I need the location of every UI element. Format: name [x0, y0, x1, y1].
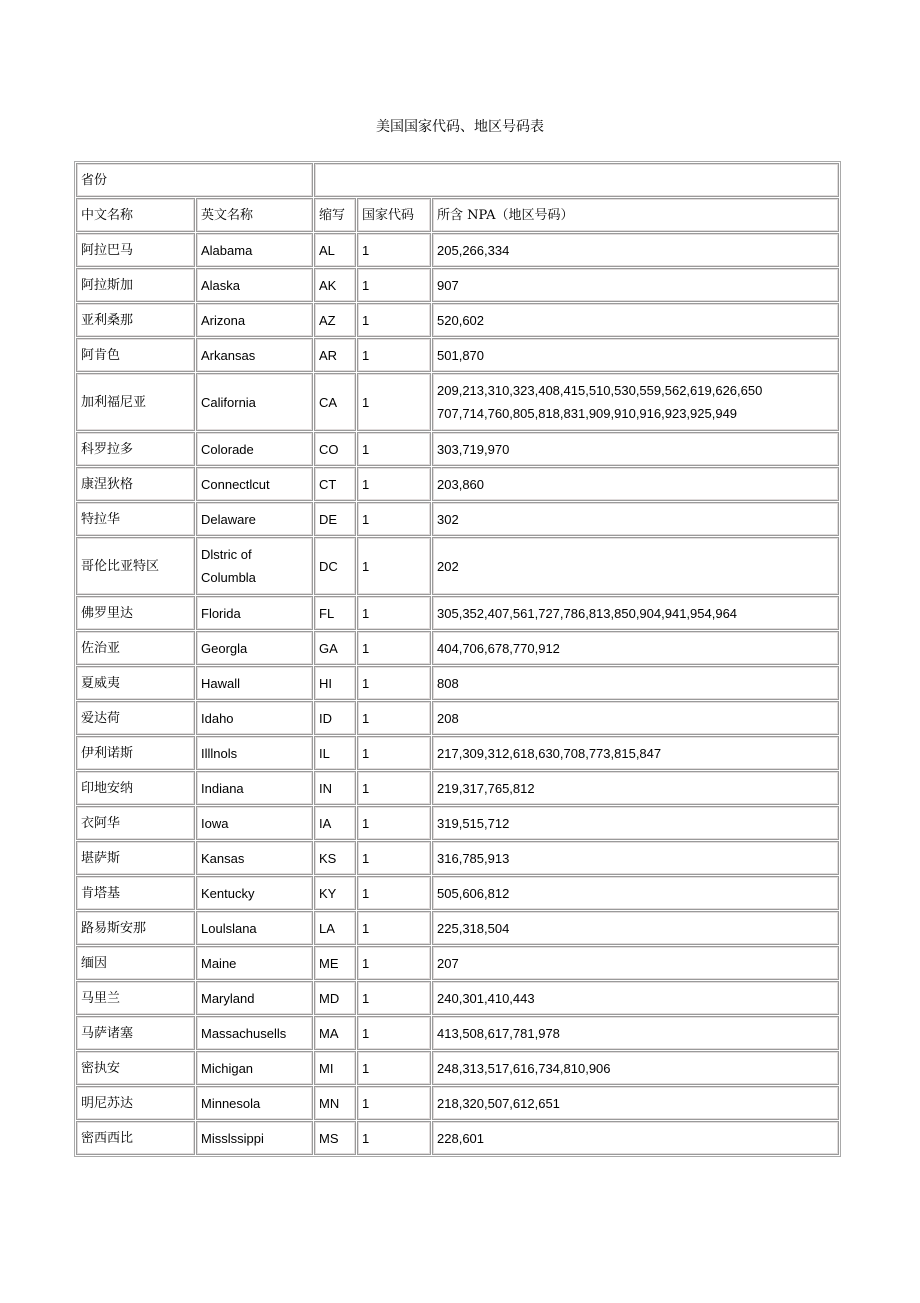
country-code-cell	[357, 537, 431, 595]
english-name-cell-line: Indiana	[201, 780, 244, 796]
english-name-cell-line: Massachusells	[201, 1025, 287, 1041]
npa-cell-line: 707,714,760,805,818,831,909,910,916,923,925,949	[437, 406, 738, 421]
abbr-cell	[314, 946, 356, 980]
abbr-cell-line: AK	[319, 277, 337, 293]
npa-cell	[432, 701, 839, 735]
npa-cell	[432, 876, 839, 910]
abbr-cell	[314, 373, 356, 431]
npa-cell	[432, 806, 839, 840]
country-code-cell-line: 1	[362, 675, 370, 691]
abbr-cell	[314, 502, 356, 536]
country-code-cell-line: 1	[362, 955, 370, 971]
country-code-cell-line: 1	[362, 640, 370, 656]
npa-cell	[432, 631, 839, 665]
abbr-cell-line: AZ	[319, 312, 336, 328]
abbr-cell	[314, 467, 356, 501]
abbr-cell-line: KY	[319, 885, 337, 901]
abbr-cell-line: KS	[319, 850, 337, 866]
npa-cell	[432, 1016, 839, 1050]
chinese-name-cell-line: 明尼苏达	[81, 1095, 134, 1111]
english-name-cell-line: Georgla	[201, 640, 248, 656]
npa-cell-line: 808	[437, 675, 459, 691]
npa-cell-line: 413,508,617,781,978	[437, 1025, 560, 1041]
country-code-cell	[357, 338, 431, 372]
npa-cell-line: 302	[437, 511, 459, 527]
chinese-name-cell	[76, 666, 195, 700]
country-code-cell-line: 1	[362, 710, 370, 726]
english-name-cell	[196, 841, 313, 875]
col-header-chinese-name: 中文名称	[76, 198, 195, 232]
abbr-cell-line: AL	[319, 242, 335, 258]
chinese-name-cell	[76, 736, 195, 770]
abbr-cell-line: MA	[319, 1025, 339, 1041]
country-code-cell-line: 1	[362, 476, 370, 492]
chinese-name-cell	[76, 537, 195, 595]
abbr-cell-line: IA	[319, 815, 332, 831]
chinese-name-cell	[76, 1121, 195, 1155]
english-name-cell	[196, 467, 313, 501]
npa-cell	[432, 338, 839, 372]
chinese-name-cell-line: 佐治亚	[81, 640, 121, 656]
english-name-cell	[196, 1121, 313, 1155]
chinese-name-cell-line: 阿肯色	[81, 347, 121, 363]
npa-cell	[432, 736, 839, 770]
npa-cell-line: 217,309,312,618,630,708,773,815,847	[437, 745, 662, 761]
abbr-cell-line: CT	[319, 476, 337, 492]
abbr-cell-line: LA	[319, 920, 335, 936]
chinese-name-cell-line: 哥伦比亚特区	[81, 558, 160, 574]
blank-header-cell	[314, 163, 839, 197]
country-code-cell	[357, 911, 431, 945]
npa-cell	[432, 233, 839, 267]
npa-cell	[432, 1051, 839, 1085]
country-code-cell	[357, 1121, 431, 1155]
chinese-name-cell	[76, 1051, 195, 1085]
chinese-name-cell-line: 夏威夷	[81, 675, 121, 691]
abbr-cell-line: CO	[319, 441, 339, 457]
abbr-cell-line: AR	[319, 347, 338, 363]
npa-cell	[432, 1121, 839, 1155]
npa-cell	[432, 502, 839, 536]
country-code-cell	[357, 1086, 431, 1120]
npa-cell	[432, 373, 839, 431]
abbr-cell	[314, 233, 356, 267]
english-name-cell-line: Kansas	[201, 850, 245, 866]
country-code-cell-line: 1	[362, 815, 370, 831]
abbr-cell-line: MN	[319, 1095, 340, 1111]
table-row	[76, 631, 839, 665]
npa-cell	[432, 981, 839, 1015]
country-code-cell-line: 1	[362, 242, 370, 258]
table-row	[76, 268, 839, 302]
country-code-cell	[357, 432, 431, 466]
abbr-cell-line: HI	[319, 675, 333, 691]
npa-cell-line: 209,213,310,323,408,415,510,530,559,562,619,626,650	[437, 383, 763, 398]
abbr-cell	[314, 806, 356, 840]
english-name-cell	[196, 432, 313, 466]
npa-cell	[432, 1086, 839, 1120]
country-code-cell	[357, 373, 431, 431]
npa-cell-line: 203,860	[437, 476, 485, 492]
abbr-cell	[314, 981, 356, 1015]
english-name-cell-line: Arkansas	[201, 347, 256, 363]
english-name-cell-line: Minnesola	[201, 1095, 261, 1111]
country-code-cell	[357, 268, 431, 302]
english-name-cell	[196, 1051, 313, 1085]
english-name-cell-line: Colorade	[201, 441, 254, 457]
abbr-cell-line: CA	[319, 394, 338, 410]
chinese-name-cell	[76, 631, 195, 665]
english-name-cell	[196, 303, 313, 337]
english-name-cell	[196, 771, 313, 805]
country-code-cell-line: 1	[362, 605, 370, 621]
table-row	[76, 373, 839, 431]
english-name-cell	[196, 666, 313, 700]
table-row	[76, 771, 839, 805]
col-header-npa: 所含 NPA（地区号码）	[432, 198, 839, 232]
chinese-name-cell-line: 阿拉斯加	[81, 277, 134, 293]
chinese-name-cell	[76, 338, 195, 372]
country-code-cell-line: 1	[362, 558, 370, 574]
country-code-cell	[357, 233, 431, 267]
country-code-cell-line: 1	[362, 441, 370, 457]
table-row	[76, 981, 839, 1015]
abbr-cell	[314, 303, 356, 337]
country-code-cell	[357, 946, 431, 980]
abbr-cell	[314, 1121, 356, 1155]
chinese-name-cell-line: 马里兰	[81, 990, 121, 1006]
country-code-cell	[357, 841, 431, 875]
npa-cell	[432, 946, 839, 980]
table-row	[76, 1051, 839, 1085]
abbr-cell-line: ID	[319, 710, 333, 726]
npa-cell	[432, 303, 839, 337]
english-name-cell-line: California	[201, 394, 256, 410]
english-name-cell	[196, 806, 313, 840]
abbr-cell	[314, 841, 356, 875]
npa-cell-line: 404,706,678,770,912	[437, 640, 560, 656]
country-code-cell-line: 1	[362, 920, 370, 936]
abbr-cell	[314, 876, 356, 910]
table-row	[76, 701, 839, 735]
english-name-cell-line: Florida	[201, 605, 241, 621]
chinese-name-cell-line: 印地安纳	[81, 780, 134, 796]
chinese-name-cell-line: 康涅狄格	[81, 476, 134, 492]
country-code-cell-line: 1	[362, 850, 370, 866]
npa-cell	[432, 666, 839, 700]
abbr-cell-line: DC	[319, 558, 338, 574]
country-code-cell-line: 1	[362, 990, 370, 1006]
npa-cell-line: 501,870	[437, 347, 485, 363]
country-code-cell	[357, 502, 431, 536]
chinese-name-cell	[76, 841, 195, 875]
chinese-name-cell	[76, 373, 195, 431]
province-header-row	[76, 163, 839, 197]
col-header-english-name: 英文名称	[196, 198, 313, 232]
npa-cell	[432, 841, 839, 875]
chinese-name-cell-line: 爱达荷	[81, 710, 121, 726]
english-name-cell	[196, 233, 313, 267]
english-name-cell-line: Illlnols	[201, 745, 238, 761]
npa-cell-line: 319,515,712	[437, 815, 510, 831]
col-header-country-code: 国家代码	[357, 198, 431, 232]
abbr-cell	[314, 1016, 356, 1050]
country-code-cell-line: 1	[362, 780, 370, 796]
abbr-cell-line: MI	[319, 1060, 334, 1076]
npa-cell	[432, 596, 839, 630]
english-name-cell	[196, 736, 313, 770]
country-code-cell	[357, 736, 431, 770]
table-row	[76, 1016, 839, 1050]
abbr-cell	[314, 268, 356, 302]
country-code-cell	[357, 1016, 431, 1050]
col-header-abbr: 缩写	[314, 198, 356, 232]
table-row	[76, 338, 839, 372]
npa-cell-line: 303,719,970	[437, 441, 510, 457]
country-code-cell-line: 1	[362, 885, 370, 901]
english-name-cell-line: Dlstric of	[201, 547, 252, 562]
english-name-cell-line: Hawall	[201, 675, 241, 691]
chinese-name-cell	[76, 268, 195, 302]
abbr-cell	[314, 666, 356, 700]
province-header: 省份	[76, 163, 313, 197]
english-name-cell	[196, 981, 313, 1015]
english-name-cell	[196, 537, 313, 595]
country-code-cell	[357, 467, 431, 501]
abbr-cell	[314, 701, 356, 735]
english-name-cell	[196, 911, 313, 945]
npa-cell-line: 205,266,334	[437, 242, 510, 258]
english-name-cell-line: Idaho	[201, 710, 234, 726]
area-code-table	[74, 161, 841, 1157]
chinese-name-cell	[76, 303, 195, 337]
english-name-cell	[196, 596, 313, 630]
abbr-cell	[314, 736, 356, 770]
country-code-cell	[357, 771, 431, 805]
country-code-cell-line: 1	[362, 745, 370, 761]
country-code-cell	[357, 631, 431, 665]
npa-cell	[432, 432, 839, 466]
english-name-cell-line: Arizona	[201, 312, 246, 328]
chinese-name-cell	[76, 1016, 195, 1050]
english-name-cell-line: Alaska	[201, 277, 241, 293]
english-name-cell	[196, 1016, 313, 1050]
english-name-cell-line: Maryland	[201, 990, 255, 1006]
english-name-cell-line: Connectlcut	[201, 476, 270, 492]
document-title: 美国国家代码、地区号码表	[376, 119, 544, 135]
english-name-cell-line: Maine	[201, 955, 237, 971]
country-code-cell-line: 1	[362, 1025, 370, 1041]
table-row	[76, 666, 839, 700]
abbr-cell-line: DE	[319, 511, 338, 527]
country-code-cell	[357, 981, 431, 1015]
npa-cell	[432, 268, 839, 302]
table-row	[76, 537, 839, 595]
country-code-cell-line: 1	[362, 347, 370, 363]
abbr-cell	[314, 911, 356, 945]
abbr-cell	[314, 771, 356, 805]
npa-cell-line: 316,785,913	[437, 850, 510, 866]
npa-cell-line: 219,317,765,812	[437, 780, 535, 796]
table-row	[76, 596, 839, 630]
chinese-name-cell-line: 亚利桑那	[81, 312, 134, 328]
country-code-cell-line: 1	[362, 1060, 370, 1076]
npa-cell	[432, 911, 839, 945]
table-row	[76, 946, 839, 980]
npa-cell-line: 907	[437, 277, 459, 293]
country-code-cell-line: 1	[362, 511, 370, 527]
country-code-cell	[357, 876, 431, 910]
abbr-cell-line: IL	[319, 745, 330, 761]
table-row	[76, 1121, 839, 1155]
abbr-cell-line: IN	[319, 780, 333, 796]
chinese-name-cell	[76, 432, 195, 466]
abbr-cell	[314, 1086, 356, 1120]
chinese-name-cell	[76, 467, 195, 501]
abbr-cell	[314, 432, 356, 466]
chinese-name-cell-line: 伊利诺斯	[81, 745, 134, 761]
country-code-cell	[357, 596, 431, 630]
chinese-name-cell-line: 特拉华	[81, 511, 121, 527]
country-code-cell	[357, 303, 431, 337]
english-name-cell	[196, 502, 313, 536]
table-row	[76, 806, 839, 840]
country-code-cell-line: 1	[362, 312, 370, 328]
country-code-cell-line: 1	[362, 1130, 370, 1146]
english-name-cell	[196, 268, 313, 302]
table-row	[76, 467, 839, 501]
english-name-cell-line: Columbla	[201, 570, 256, 585]
chinese-name-cell-line: 加利福尼亚	[81, 394, 147, 410]
npa-cell-line: 240,301,410,443	[437, 990, 535, 1006]
english-name-cell-line: Kentucky	[201, 885, 255, 901]
abbr-cell-line: ME	[319, 955, 339, 971]
npa-cell	[432, 537, 839, 595]
npa-cell-line: 248,313,517,616,734,810,906	[437, 1060, 611, 1076]
chinese-name-cell-line: 密执安	[81, 1060, 121, 1076]
english-name-cell-line: Iowa	[201, 815, 229, 831]
chinese-name-cell-line: 肯塔基	[81, 885, 121, 901]
chinese-name-cell	[76, 806, 195, 840]
column-header-row	[76, 198, 839, 232]
npa-cell-line: 218,320,507,612,651	[437, 1095, 560, 1111]
table-row	[76, 911, 839, 945]
english-name-cell	[196, 373, 313, 431]
abbr-cell	[314, 596, 356, 630]
chinese-name-cell-line: 密西西比	[81, 1130, 134, 1146]
chinese-name-cell-line: 缅因	[81, 955, 108, 971]
chinese-name-cell-line: 堪萨斯	[81, 850, 121, 866]
country-code-cell	[357, 806, 431, 840]
npa-cell	[432, 771, 839, 805]
abbr-cell	[314, 631, 356, 665]
npa-cell-line: 305,352,407,561,727,786,813,850,904,941,954,964	[437, 605, 738, 621]
english-name-cell	[196, 631, 313, 665]
chinese-name-cell	[76, 1086, 195, 1120]
table-row	[76, 841, 839, 875]
npa-cell-line: 520,602	[437, 312, 485, 328]
chinese-name-cell	[76, 946, 195, 980]
country-code-cell-line: 1	[362, 394, 370, 410]
table-row	[76, 432, 839, 466]
table-row	[76, 502, 839, 536]
chinese-name-cell-line: 科罗拉多	[81, 441, 134, 457]
chinese-name-cell	[76, 233, 195, 267]
english-name-cell	[196, 876, 313, 910]
abbr-cell-line: MD	[319, 990, 340, 1006]
npa-cell-line: 208	[437, 710, 459, 726]
country-code-cell-line: 1	[362, 277, 370, 293]
english-name-cell-line: Alabama	[201, 242, 253, 258]
abbr-cell	[314, 1051, 356, 1085]
chinese-name-cell	[76, 911, 195, 945]
table-row	[76, 1086, 839, 1120]
english-name-cell	[196, 1086, 313, 1120]
npa-cell-line: 505,606,812	[437, 885, 510, 901]
chinese-name-cell-line: 衣阿华	[81, 815, 121, 831]
english-name-cell-line: Loulslana	[201, 920, 257, 936]
npa-cell-line: 228,601	[437, 1130, 485, 1146]
country-code-cell-line: 1	[362, 1095, 370, 1111]
npa-cell	[432, 467, 839, 501]
country-code-cell	[357, 666, 431, 700]
english-name-cell	[196, 338, 313, 372]
npa-cell-line: 225,318,504	[437, 920, 510, 936]
abbr-cell	[314, 338, 356, 372]
chinese-name-cell-line: 马萨诸塞	[81, 1025, 134, 1041]
chinese-name-cell-line: 佛罗里达	[81, 605, 134, 621]
abbr-cell-line: MS	[319, 1130, 339, 1146]
abbr-cell-line: FL	[319, 605, 335, 621]
npa-cell-line: 207	[437, 955, 459, 971]
english-name-cell-line: Michigan	[201, 1060, 254, 1076]
chinese-name-cell	[76, 981, 195, 1015]
chinese-name-cell	[76, 876, 195, 910]
table-row	[76, 303, 839, 337]
english-name-cell-line: Delaware	[201, 511, 256, 527]
country-code-cell	[357, 1051, 431, 1085]
chinese-name-cell	[76, 701, 195, 735]
chinese-name-cell	[76, 596, 195, 630]
english-name-cell-line: Misslssippi	[201, 1130, 264, 1146]
abbr-cell	[314, 537, 356, 595]
chinese-name-cell	[76, 771, 195, 805]
table-row	[76, 736, 839, 770]
chinese-name-cell-line: 路易斯安那	[81, 920, 147, 936]
abbr-cell-line: GA	[319, 640, 338, 656]
english-name-cell	[196, 701, 313, 735]
table-row	[76, 233, 839, 267]
npa-cell-line: 202	[437, 558, 459, 574]
chinese-name-cell	[76, 502, 195, 536]
chinese-name-cell-line: 阿拉巴马	[81, 242, 134, 258]
english-name-cell	[196, 946, 313, 980]
table-row	[76, 876, 839, 910]
country-code-cell	[357, 701, 431, 735]
